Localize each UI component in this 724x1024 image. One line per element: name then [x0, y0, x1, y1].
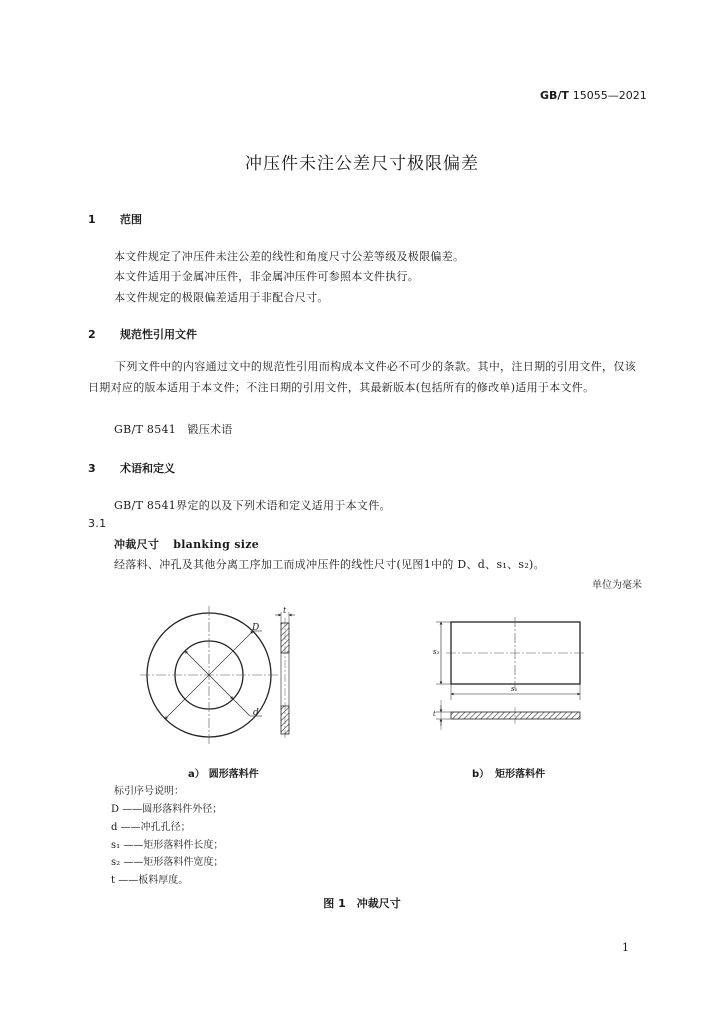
dimension-d-leader: [233, 699, 250, 716]
section-1-line-1: 本文件规定了冲压件未注公差的线性和角度尺寸公差等级及极限偏差。: [114, 250, 465, 263]
section-3-intro: GB/T 8541界定的以及下列术语和定义适用于本文件。: [114, 499, 391, 512]
rect-blank-drawing: [436, 617, 585, 730]
caption-a-letter: a）: [188, 769, 205, 780]
section-3-number: 3: [88, 462, 96, 475]
page-number: 1: [622, 941, 629, 954]
document-title: 冲压件未注公差尺寸极限偏差: [245, 154, 479, 174]
label-s2: s₂: [433, 648, 440, 656]
standard-prefix: GB/T: [540, 89, 569, 102]
term-definition: 经落料、冲孔及其他分离工序加工而成冲压件的线性尺寸(见图1中的 D、d、s₁、s₂)。: [114, 558, 545, 571]
term-en: blanking size: [173, 538, 260, 551]
section-2-title: 规范性引用文件: [120, 328, 197, 341]
rect-blank-section: [451, 712, 580, 719]
legend-item-d: d ——冲孔孔径；: [111, 822, 191, 833]
legend-item-t: t ——板料厚度。: [111, 875, 189, 886]
label-d: d: [253, 708, 259, 718]
section-3-title: 术语和定义: [120, 462, 175, 475]
section-2-paragraph: 下列文件中的内容通过文中的规范性引用而构成本文件必不可少的条款。其中，注日期的引用文件，仅该日期对应的版本适用于本文件；不注日期的引用文件，其最新版本(包括所有的修改单)适用于本文件。: [88, 360, 636, 394]
caption-b-text: 矩形落料件: [495, 769, 546, 780]
section-1-number: 1: [88, 213, 96, 226]
caption-b: [472, 765, 545, 780]
caption-b-letter: b）: [472, 769, 490, 780]
label-t-rect: t: [433, 710, 436, 718]
caption-a-text: 圆形落料件: [208, 769, 259, 780]
legend-item-s2: s₂ ——矩形落料件宽度；: [111, 857, 224, 868]
caption-a: [188, 765, 259, 780]
standard-code: 15055—2021: [572, 89, 647, 102]
section-2-number: 2: [88, 328, 96, 341]
term-number: 3.1: [88, 517, 107, 530]
legend-item-s1: s₁ ——矩形落料件长度；: [111, 840, 224, 851]
legend-item-D: D ——圆形落料件外径；: [111, 804, 223, 815]
section-1-line-2: 本文件适用于金属冲压件，非金属冲压件可参照本文件执行。: [114, 270, 420, 283]
label-t-round: t: [283, 606, 287, 615]
legend-title: 标引序号说明：: [114, 786, 184, 797]
figure-title: 图 1 冲裁尺寸: [323, 897, 401, 910]
unit-note: 单位为毫米: [592, 580, 642, 591]
section-1-title: 范围: [120, 213, 142, 226]
normative-reference: GB/T 8541 锻压术语: [114, 423, 233, 436]
label-s1: s₁: [511, 685, 518, 693]
label-D: D: [252, 623, 260, 633]
term-cn: 冲裁尺寸: [114, 538, 160, 551]
section-1-line-3: 本文件规定的极限偏差适用于非配合尺寸。: [114, 291, 329, 304]
round-blank-drawing: [140, 606, 295, 744]
